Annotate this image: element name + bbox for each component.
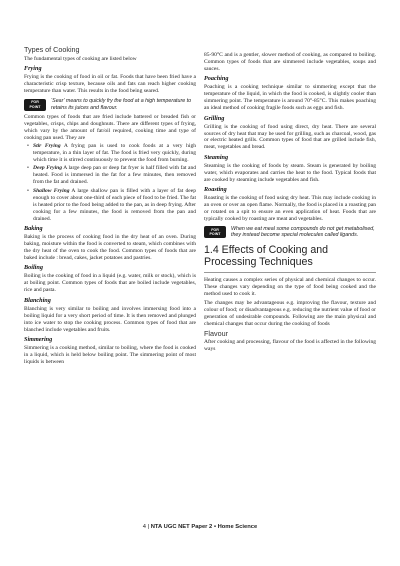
simmering-heading: Simmering: [24, 335, 53, 343]
page-number: 4: [142, 524, 146, 530]
for-point-badge-icon: [24, 99, 46, 111]
list-item: • Stir Frying A frying pan is used to cook foods at a very high temperature, in a thin layer of fat. The food is fried very quickly, during which time it is stirred continuously to prevent the food from burning.: [33, 143, 196, 164]
blanching-text: Blanching is very similar to boiling and involves immersing food into a boiling liquid for a very short period of time. It is then removed and plunged into ice water to stop the cooking process. Common types of food that are blanched include vegetables and fruits.: [24, 305, 196, 333]
poaching-heading: Poaching: [204, 75, 229, 83]
badge-line2: POINT: [209, 232, 221, 237]
right-column: [204, 52, 376, 354]
tip-text-ligands: When we eat meal some compounds do not get metabolised, they instead become special molecules called ligands.: [231, 225, 375, 239]
boiling-text: Boiling is the cooking of food in a liquid (e.g. water, milk or stock), which is at boiling point. Common types of foods that are boiled include vegetables, rice and pasta.: [24, 273, 196, 294]
badge-line1: FOR: [211, 228, 219, 233]
page-footer: [0, 524, 400, 530]
simmering-text: Simmering is a cooking method, similar to boiling, where the food is cooked in a liquid, which is held below boiling point. The simmering point of most liquids is between: [24, 344, 196, 365]
roasting-heading: Roasting: [204, 186, 227, 194]
steaming-heading: Steaming: [204, 153, 229, 161]
flavour-heading: Flavour: [204, 328, 228, 338]
types-of-cooking-heading: Types of Cooking: [24, 45, 80, 54]
badge-line2: POINT: [29, 104, 41, 109]
grilling-heading: Grilling: [204, 114, 225, 122]
baking-text: Baking is the process of cooking food in the dry heat of an oven. During baking, moisture within the food is converted to steam, which combines with the dry heat of the oven to cook the food. Common types of foods that are baked include : bread, cakes, jacket potatoes and pastries.: [24, 234, 196, 261]
subject-name: Home Science: [217, 524, 258, 530]
frying-heading: Frying: [24, 65, 42, 73]
list-item: • Deep Frying A large deep pan or deep fat fryer is half filled with fat and heated. Food is immersed in the fat for a few minutes, then removed from the fat and drained.: [33, 165, 196, 186]
section-title-effects: 1.4 Effects of Cooking and Processing Techniques: [204, 244, 376, 274]
intro-text: The fundamental types of cooking are listed below: [24, 55, 137, 62]
frying-types-list: [24, 143, 196, 222]
boiling-heading: Boiling: [24, 264, 43, 272]
poaching-text: Poaching is a cooking technique similar to simmering except that the temperature of the liquid, in which the food is cooked, is slightly cooler than simmering point. The temperature is around 70°-85°C. This makes poaching an ideal method of cooking fragile foods such as eggs and fish.: [204, 84, 376, 112]
book-title: NTA UGC NET Paper 2: [150, 524, 213, 530]
tip-box-sear: [24, 98, 196, 111]
footer-bullet: ▪: [213, 524, 218, 530]
roasting-text: Roasting is the cooking of food using dry heat. This may include cooking in an oven or over an open flame. Normally, the food is placed in a roasting pan or rotated on a spit to ensure an even application of heat. Foods that are typically cooked by roasting are meat and vegetables.: [204, 195, 376, 223]
tip-box-ligands: [204, 226, 376, 239]
steaming-text: Steaming is the cooking of foods by steam. Steam is generated by boiling water, which evaporates and carries the heat to the food. Typical foods that are cooked by steaming include vegetables and fish.: [204, 162, 376, 183]
footer-separator: |: [147, 524, 151, 530]
left-column: [24, 47, 196, 367]
for-point-badge-icon: [204, 226, 226, 238]
grilling-text: Grilling is the cooking of food using direct, dry heat. There are several sources of dry heat that may be used for grilling, such as charcoal, wood, gas or electric heated grills. Common types of food that are grilled include fish, meat, vegetables and bread.: [204, 123, 376, 151]
simmering-continued-text: 85-90°C and is a gentler, slower method of cooking, as compared to boiling. Common types of foods that are simmered include vegetables, soups and sauces.: [204, 52, 376, 72]
list-item: • Shallow Frying A large shallow pan is filled with a layer of fat deep enough to cover about one-third of each piece of food to be fried. The fat is heated prior to the food being added to the pan, as in deep frying. After cooking for a few minutes, the food is removed from the pan and drained.: [33, 188, 196, 223]
badge-line1: FOR: [31, 100, 39, 105]
blanching-heading: Blanching: [24, 296, 51, 304]
frying-text: Frying is the cooking of food in oil or fat. Foods that have been fried have a characteristic crisp texture, because oils and fats can reach higher cooking temperature than water. This results in the food being seared.: [24, 74, 196, 95]
effects-paragraph-1: Heating causes a complex series of physical and chemical changes to occur. These changes vary depending on the type of food being cooked and the method used to cook it.: [204, 277, 376, 298]
frying-common-text: Common types of foods that are fried include battered or breaded fish or vegetables, crisps, chips and doughnuts. There are different types of frying, which vary by the amount of fat/oil required, cooking time and type of cooking pan used. They are: [24, 113, 196, 141]
effects-paragraph-2: The changes may be advantageous e.g. improving the flavour, texture and colour of food; or disadvantageous e.g. reducing the nutrient value of food or generation of undesirable compounds. Following are the main physical and chemical changes that occur during the cooking of foods: [204, 299, 376, 327]
flavour-text: After cooking and processing, flavour of the food is affected in the following ways: [204, 339, 376, 352]
tip-text-sear: ‘Sear’ means to quickly fry the food at a high temperature to retains its juices and flavour.: [51, 98, 192, 111]
baking-heading: Baking: [24, 225, 43, 233]
